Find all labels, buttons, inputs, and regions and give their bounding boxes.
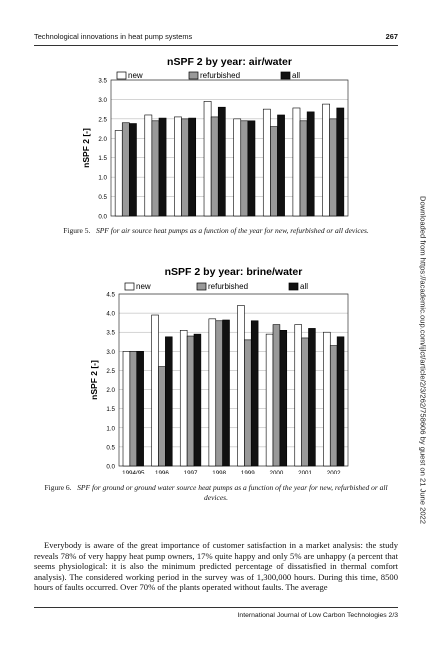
bar-new-2002 [323, 104, 330, 216]
y-tick-label: 0.0 [106, 463, 115, 471]
y-tick-label: 3.0 [106, 348, 115, 356]
header-rule [34, 45, 398, 46]
body-paragraph: Everybody is aware of the great importance of customer satisfaction in a market analysis: the study reveals 78% of very happy heat pump owners, 17% quite happy and only 5% are unhappy (a percent that seems physiological: it is also the minimum predicted percentage of dissatisfied in thermal comfort analysis). The considered working period in the survey was of 1,300,000 hours. During this time, 8500 hours of faults occurred. Over 70% of the plants operated without faults. The average [34, 540, 398, 592]
y-tick-label: 2.0 [98, 135, 107, 143]
footer-rule [34, 607, 398, 608]
bar-refurbished-1997 [187, 336, 194, 466]
bar-refurbished-1998 [211, 117, 218, 216]
x-tick-label: 1996 [155, 470, 169, 474]
y-tick-label: 0.5 [98, 194, 107, 202]
y-tick-label: 1.0 [106, 425, 115, 433]
bar-refurbished-1999 [244, 340, 251, 466]
bar-all-2002 [337, 108, 344, 216]
figure-5-caption [44, 226, 388, 236]
bar-refurbished-2000 [270, 127, 277, 216]
y-axis-label: nSPF 2 [-] [89, 360, 99, 400]
bar-new-1996 [145, 115, 152, 216]
legend-swatch-refurbished [197, 283, 206, 290]
bar-refurbished-1994-95 [122, 123, 129, 216]
y-tick-label: 2.5 [98, 116, 107, 124]
y-tick-label: 4.0 [106, 310, 115, 318]
figure-5-caption-text: SPF for air source heat pumps as a function of the year for new, refurbished or all devices. [95, 226, 369, 235]
figure-6-caption [44, 483, 388, 503]
download-notice [416, 150, 430, 570]
y-tick-label: 1.5 [98, 155, 107, 163]
bar-new-1994-95 [115, 131, 122, 216]
bar-refurbished-2002 [330, 346, 337, 466]
figure-6-chart [80, 262, 365, 474]
bar-all-1996 [165, 337, 172, 466]
bar-refurbished-2001 [302, 338, 309, 466]
bar-new-1994-95 [123, 351, 130, 466]
x-tick-label: 1999 [240, 470, 255, 474]
bar-refurbished-1996 [152, 121, 159, 216]
bar-all-1998 [223, 320, 230, 466]
bar-all-2001 [308, 328, 315, 466]
bar-new-2001 [295, 325, 302, 466]
chart-title: nSPF 2 by year: air/water [167, 56, 292, 68]
bar-all-2001 [307, 112, 314, 216]
bar-all-1997 [189, 118, 196, 216]
journal-footer: International Journal of Low Carbon Technologies 2/3 [237, 612, 398, 619]
download-notice-text[interactable]: Downloaded from https://academic.oup.com/ijlct/article/2/3/262/758606 by guest on 21 June 2022 [418, 196, 428, 524]
bar-refurbished-1996 [159, 367, 166, 466]
legend-swatch-new [125, 283, 134, 290]
x-tick-label: 1994/95 [122, 470, 145, 474]
bar-refurbished-2002 [330, 119, 337, 216]
x-tick-label: 2000 [269, 470, 284, 474]
x-tick-label: 2002 [326, 470, 341, 474]
body-text [34, 540, 398, 593]
bar-all-2000 [277, 115, 284, 216]
y-tick-label: 3.0 [98, 96, 107, 104]
bar-all-1998 [218, 107, 225, 216]
legend-label-refurbished: refurbished [200, 71, 241, 80]
bar-refurbished-1999 [241, 121, 248, 216]
legend-swatch-new [117, 72, 126, 79]
y-axis-label: nSPF 2 [-] [81, 128, 91, 168]
legend-swatch-all [289, 283, 298, 290]
bar-all-1994-95 [137, 351, 144, 466]
y-tick-label: 0.5 [106, 444, 115, 452]
x-tick-label: 1998 [212, 470, 227, 474]
legend-swatch-refurbished [189, 72, 198, 79]
x-tick-label: 1997 [183, 470, 198, 474]
y-tick-label: 3.5 [98, 77, 107, 85]
bar-refurbished-1997 [182, 119, 189, 216]
legend-label-refurbished: refurbished [208, 282, 249, 291]
bar-all-1999 [251, 321, 258, 466]
running-title: Technological innovations in heat pump systems [34, 32, 193, 41]
page-number: 267 [385, 32, 398, 41]
bar-all-1997 [194, 334, 201, 466]
figure-6-label: Figure 6. [44, 483, 72, 492]
bar-refurbished-1994-95 [130, 351, 137, 466]
bar-refurbished-2000 [273, 325, 280, 466]
bar-all-2002 [337, 337, 344, 466]
y-tick-label: 0.0 [98, 213, 107, 220]
running-header [34, 32, 398, 46]
bar-all-2000 [280, 330, 287, 466]
bar-new-1999 [238, 305, 245, 466]
bar-new-1997 [180, 330, 187, 466]
y-tick-label: 2.5 [106, 367, 115, 375]
x-tick-label: 2001 [298, 470, 312, 474]
legend-swatch-all [281, 72, 290, 79]
bar-new-1999 [234, 119, 241, 216]
bar-all-1994-95 [129, 124, 136, 216]
legend-label-all: all [292, 71, 301, 80]
bar-new-2002 [323, 332, 330, 466]
bar-refurbished-1998 [216, 321, 223, 466]
bar-new-2000 [263, 109, 270, 216]
figure-6-caption-text: SPF for ground or ground water source heat pumps as a function of the year for new, refurbished or all devices. [77, 483, 388, 502]
bar-new-1998 [204, 101, 211, 216]
legend-label-new: new [136, 282, 151, 291]
y-tick-label: 2.0 [106, 387, 115, 395]
bar-new-1996 [152, 315, 159, 466]
bar-refurbished-2001 [300, 121, 307, 216]
legend-label-new: new [128, 71, 143, 80]
y-tick-label: 1.5 [106, 406, 115, 414]
bar-all-1999 [248, 121, 255, 216]
figure-5-label: Figure 5. [63, 226, 91, 235]
bar-new-2000 [266, 334, 273, 466]
chart-title: nSPF 2 by year: brine/water [164, 266, 303, 278]
legend-label-all: all [300, 282, 309, 291]
bar-new-2001 [293, 108, 300, 216]
bar-all-1996 [159, 118, 166, 216]
bar-new-1997 [174, 117, 181, 216]
y-tick-label: 3.5 [106, 329, 115, 337]
y-tick-label: 1.0 [98, 174, 107, 182]
y-tick-label: 4.5 [106, 291, 115, 299]
bar-new-1998 [209, 319, 216, 466]
figure-5-chart [80, 52, 365, 220]
